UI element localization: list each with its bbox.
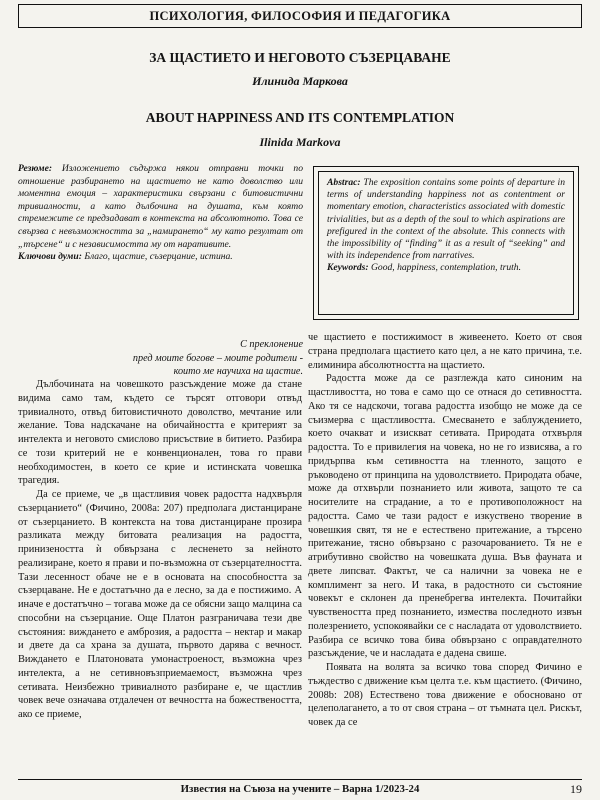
epigraph [18,338,303,379]
resume-block [18,163,303,264]
author-en: Ilinida Markova [259,135,341,149]
epigraph-line-2: пред моите богове – моите родители - [132,352,303,364]
resume-keywords-label: Ключови думи: [18,251,82,263]
section-header [18,4,582,28]
journal-name: Известия на Съюза на учените – Варна 1/2023-24 [180,783,420,795]
paragraph: Дълбочината на човешкото разсъждение може да стане видима само там, където се търсят отговори отвъд тривиалното, отвъд битовистичното доволство, мечтание или желание. Това надскачане на обичайността е критерият за интелекта и неговото смислово присъствие в битието. Разбира се този критерий не е конвенционален, това го прави необходимостен, в което се крие и истинската човешка трагедия. [18,379,302,487]
author-bg: Илинида Маркова [252,74,348,88]
resume-text: Изложението съдържа някои отправни точки по отношение разбирането на щастието не като доволство или моментна емоция – характеристики свързани с битовистични тривиалности, а като дълбочина на душата, към която стремежите се предзадават в контекста на абсолютното. Това се свързва с невъзможността за „намирането“ му като резултат от „търсене“ и с независимостта му от наративите. [18,163,303,250]
abstract-keywords-label: Keywords: [327,262,369,274]
paragraph: Да се приеме, че „в щастливия човек радостта надхвърля съзерцанието“ (Фичино, 2008а: 207) предполага дистанциране от съзерцанието. В контекста на това дистанциране прозира разликата между битовата реализация на радостта, принизеността ѝ обвързана с лесненето за нейното реализиране, което я прави и по-възможна от съзерцателността. Тази лесенност обаче не е в основата на способността за съзерцаване. Не е достатъчно да е лесно, за да е постижимо. А иначе е достатъчно – тогава може да се обясни защо малцина са способни на съзерцание. Още Платон разграничава тези две състояния: виждането е амброзия, а радостта – нектар и макар и двете да са храна за душата, първото дарява с вечност. Виждането е Платоновата умонастроеност, възможна чрез интелекта, а не сетивновъзприемаемост, възможна чрез сетивата. Неизбежно тривиалното разбиране е, че щастлив човек вече означава отдалечен от вечността на божествеността, ако се приеме, [18,489,302,720]
abstract-label: Abstrac: [327,177,361,188]
body-column-right [308,331,582,730]
title-bg: ЗА ЩАСТИЕТО И НЕГОВОТО СЪЗЕРЦАВАНЕ [149,50,451,65]
resume-label: Резюме: [18,163,53,174]
epigraph-line-3: които ме научиха на щастие. [173,366,303,377]
abstract-keywords: Good, happiness, contemplation, truth. [368,262,522,274]
section-title: ПСИХОЛОГИЯ, ФИЛОСОФИЯ И ПЕДАГОГИКА [149,8,451,23]
paragraph: Радостта може да се разглежда като синоним на щастливостта, но това е само що се отнася до сетивността. Ако тя се надскочи, тогава радостта изобщо не може да се съизмерва с щастливостта. Смесването е заблуждението, което очакват и изискват сетивата. Природата отхвърля радостта. То е привилегия на човека, но не го извисява, а го придърпва към сетивността на тленното, защото е ръководено от принципа на удоволствието. Природата обаче, може да отхвърли познанието или живота, защото те са носителите на страдание, а то е противоположност на радостта. Само че тази радост е изкуствено творение в човешкия свят, тя не е естествено притежание, а търсено притежание, тясно обвързано с разочарованието. Тя не е атрибутивно свойство на човешката душа. Във фауната и двете липсват. Фактът, че са налични за човека не е комплимент за него. И така, в радостното си състояние човекът е склонен да пренебрегва интелекта. Почитайки чувствеността пред познанието, измества последното извън полезрението, успокоявайки се с насладата от удоволствието. Разбира се всичко това бива обвързано с оправдателното разсъждение, че и насладата е дадена свише. [308,373,582,660]
page-footer [18,779,582,797]
resume-keywords: Благо, щастие, съзерцание, истина. [81,251,233,263]
title-en: ABOUT HAPPINESS AND ITS CONTEMPLATION [145,110,455,125]
body-column-left [18,378,302,722]
paragraph: че щастието е постижимост в живеенето. Което от своя страна предполага щастието като цел, а не като причина, т.е. елиминира абсолютността на щастието. [308,332,582,371]
abstract-box [313,166,579,320]
paragraph: Появата на волята за всичко това според Фичино е тъждество с движение към целта т.е. към щастието. (Фичино, 2008b: 208) Естествено това движение е обосновано от целеполагането, а то от своя страна – от тъмната цел. Рискът, човек да се [308,662,582,728]
abstract-text: The exposition contains some points of departure in terms of understanding happiness not as contentment or momentary emotion, characteristics associated with domestic trivialities, but as a depth of the soul to which aspirations are prefigured in the context of the absolute. This connects with the impossibility of “finding” it as a result of “seeking” and with its independence from narratives. [327,177,565,262]
page-number: 19 [570,782,582,796]
abstract-inner-frame [318,171,574,315]
epigraph-line-1: С преклонение [240,339,303,350]
